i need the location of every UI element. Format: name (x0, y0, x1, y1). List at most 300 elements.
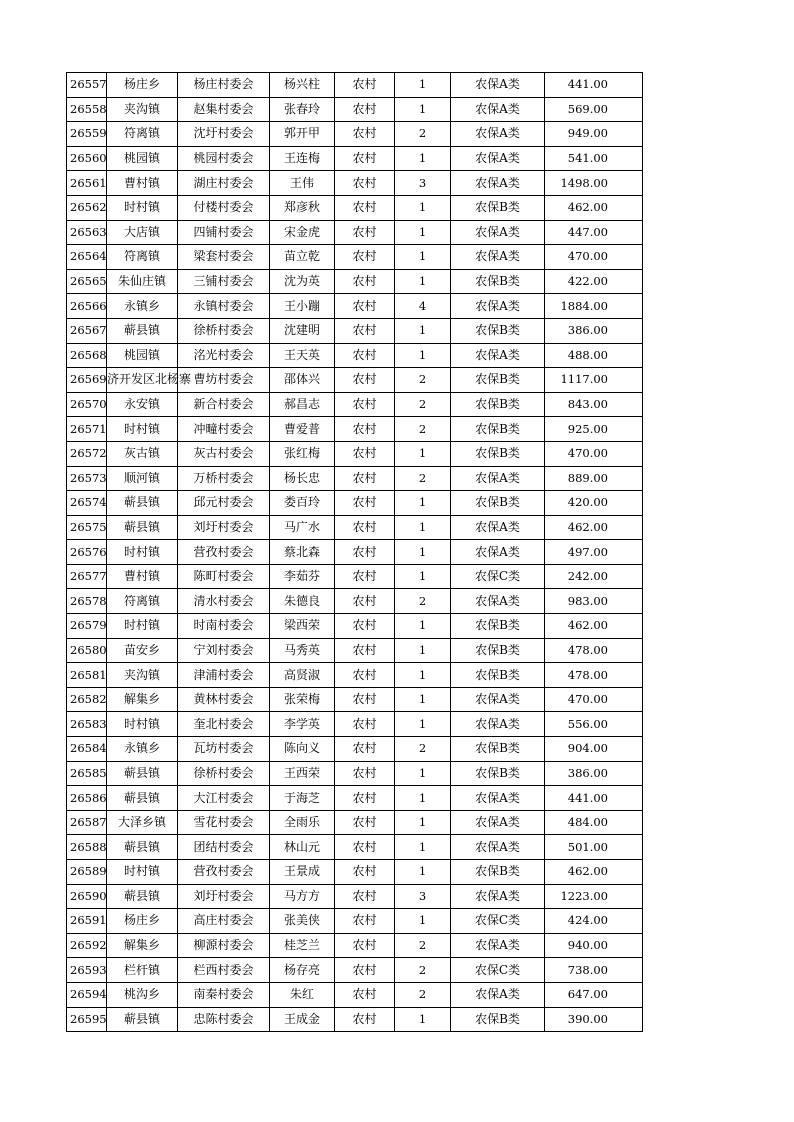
village-committee-cell: 三铺村委会 (178, 269, 270, 294)
record-id: 26587 (67, 810, 107, 835)
table-row (67, 269, 643, 294)
amount-cell: 462.00 (545, 860, 643, 885)
area-type-cell: 农村 (335, 220, 395, 245)
village-committee-cell: 柳源村委会 (178, 933, 270, 958)
village-committee-cell: 瓦坊村委会 (178, 737, 270, 762)
category-cell: 农保B类 (451, 269, 545, 294)
name-cell: 曹爱普 (270, 417, 335, 442)
village-committee-cell: 梁套村委会 (178, 245, 270, 270)
household-count-cell: 1 (395, 540, 451, 565)
category-cell: 农保A类 (451, 97, 545, 122)
village-committee-cell: 高庄村委会 (178, 909, 270, 934)
area-type-cell: 农村 (335, 786, 395, 811)
name-cell: 沈为英 (270, 269, 335, 294)
town-cell: 蕲县镇 (107, 761, 178, 786)
household-count-cell: 3 (395, 171, 451, 196)
area-type-cell: 农村 (335, 171, 395, 196)
category-cell: 农保A类 (451, 515, 545, 540)
record-id: 26565 (67, 269, 107, 294)
category-cell: 农保B类 (451, 663, 545, 688)
table-row (67, 638, 643, 663)
table-row (67, 663, 643, 688)
category-cell: 农保A类 (451, 122, 545, 147)
village-committee-cell: 冲疃村委会 (178, 417, 270, 442)
village-committee-cell: 湖庄村委会 (178, 171, 270, 196)
town-cell: 解集乡 (107, 933, 178, 958)
category-cell: 农保B类 (451, 368, 545, 393)
category-cell: 农保A类 (451, 687, 545, 712)
category-cell: 农保A类 (451, 146, 545, 171)
amount-cell: 390.00 (545, 1007, 643, 1032)
record-id: 26562 (67, 195, 107, 220)
town-cell: 夹沟镇 (107, 97, 178, 122)
name-cell: 陈向义 (270, 737, 335, 762)
town-cell: 蕲县镇 (107, 515, 178, 540)
name-cell: 娄百玲 (270, 491, 335, 516)
category-cell: 农保B类 (451, 737, 545, 762)
category-cell: 农保A类 (451, 245, 545, 270)
category-cell: 农保A类 (451, 884, 545, 909)
household-count-cell: 2 (395, 368, 451, 393)
town-cell: 栏杆镇 (107, 958, 178, 983)
amount-cell: 497.00 (545, 540, 643, 565)
village-committee-cell: 灰古村委会 (178, 441, 270, 466)
area-type-cell: 农村 (335, 368, 395, 393)
village-committee-cell: 永镇村委会 (178, 294, 270, 319)
amount-cell: 420.00 (545, 491, 643, 516)
area-type-cell: 农村 (335, 933, 395, 958)
household-count-cell: 1 (395, 73, 451, 98)
town-cell: 蕲县镇 (107, 491, 178, 516)
category-cell: 农保A类 (451, 982, 545, 1007)
village-committee-cell: 洺光村委会 (178, 343, 270, 368)
town-cell: 杨庄乡 (107, 73, 178, 98)
table-row (67, 392, 643, 417)
category-cell: 农保A类 (451, 171, 545, 196)
record-id: 26583 (67, 712, 107, 737)
town-cell: 永安镇 (107, 392, 178, 417)
town-cell: 苗安乡 (107, 638, 178, 663)
village-committee-cell: 赵集村委会 (178, 97, 270, 122)
name-cell: 沈建明 (270, 318, 335, 343)
amount-cell: 1498.00 (545, 171, 643, 196)
record-id: 26578 (67, 589, 107, 614)
town-cell: 顺河镇 (107, 466, 178, 491)
area-type-cell: 农村 (335, 146, 395, 171)
area-type-cell: 农村 (335, 909, 395, 934)
town-cell: 蕲县镇 (107, 318, 178, 343)
amount-cell: 1884.00 (545, 294, 643, 319)
village-committee-cell: 忠陈村委会 (178, 1007, 270, 1032)
table-row (67, 564, 643, 589)
amount-cell: 424.00 (545, 909, 643, 934)
area-type-cell: 农村 (335, 515, 395, 540)
village-committee-cell: 曹坊村委会 (178, 368, 270, 393)
town-cell: 朱仙庄镇 (107, 269, 178, 294)
record-id: 26568 (67, 343, 107, 368)
name-cell: 郭开甲 (270, 122, 335, 147)
table-row (67, 466, 643, 491)
town-cell: 蕲县镇 (107, 786, 178, 811)
village-committee-cell: 陈町村委会 (178, 564, 270, 589)
village-committee-cell: 宁刘村委会 (178, 638, 270, 663)
amount-cell: 478.00 (545, 663, 643, 688)
table-row (67, 835, 643, 860)
category-cell: 农保A类 (451, 712, 545, 737)
record-id: 26570 (67, 392, 107, 417)
household-count-cell: 1 (395, 761, 451, 786)
area-type-cell: 农村 (335, 245, 395, 270)
area-type-cell: 农村 (335, 638, 395, 663)
area-type-cell: 农村 (335, 318, 395, 343)
category-cell: 农保A类 (451, 810, 545, 835)
name-cell: 马秀英 (270, 638, 335, 663)
record-id: 26561 (67, 171, 107, 196)
town-cell: 济开发区北杨寨 (107, 368, 178, 393)
amount-cell: 940.00 (545, 933, 643, 958)
record-id: 26590 (67, 884, 107, 909)
town-cell: 大店镇 (107, 220, 178, 245)
household-count-cell: 1 (395, 810, 451, 835)
amount-cell: 386.00 (545, 318, 643, 343)
category-cell: 农保B类 (451, 318, 545, 343)
village-committee-cell: 沈圩村委会 (178, 122, 270, 147)
name-cell: 于海芝 (270, 786, 335, 811)
household-count-cell: 2 (395, 737, 451, 762)
area-type-cell: 农村 (335, 614, 395, 639)
category-cell: 农保B类 (451, 195, 545, 220)
record-id: 26593 (67, 958, 107, 983)
town-cell: 时村镇 (107, 195, 178, 220)
village-committee-cell: 徐桥村委会 (178, 761, 270, 786)
area-type-cell: 农村 (335, 810, 395, 835)
town-cell: 解集乡 (107, 687, 178, 712)
area-type-cell: 农村 (335, 417, 395, 442)
village-committee-cell: 奎北村委会 (178, 712, 270, 737)
name-cell: 张红梅 (270, 441, 335, 466)
amount-cell: 470.00 (545, 245, 643, 270)
record-id: 26582 (67, 687, 107, 712)
table-row (67, 933, 643, 958)
record-id: 26558 (67, 97, 107, 122)
area-type-cell: 农村 (335, 761, 395, 786)
village-committee-cell: 杨庄村委会 (178, 73, 270, 98)
table-row (67, 614, 643, 639)
area-type-cell: 农村 (335, 958, 395, 983)
record-id: 26584 (67, 737, 107, 762)
amount-cell: 843.00 (545, 392, 643, 417)
amount-cell: 904.00 (545, 737, 643, 762)
name-cell: 张春玲 (270, 97, 335, 122)
area-type-cell: 农村 (335, 860, 395, 885)
record-id: 26589 (67, 860, 107, 885)
household-count-cell: 1 (395, 195, 451, 220)
amount-cell: 470.00 (545, 441, 643, 466)
village-committee-cell: 邱元村委会 (178, 491, 270, 516)
name-cell: 王伟 (270, 171, 335, 196)
household-count-cell: 1 (395, 515, 451, 540)
amount-cell: 647.00 (545, 982, 643, 1007)
record-id: 26594 (67, 982, 107, 1007)
area-type-cell: 农村 (335, 540, 395, 565)
record-id: 26571 (67, 417, 107, 442)
table-row (67, 712, 643, 737)
table-row (67, 761, 643, 786)
amount-cell: 501.00 (545, 835, 643, 860)
town-cell: 桃沟乡 (107, 982, 178, 1007)
household-count-cell: 1 (395, 491, 451, 516)
record-id: 26557 (67, 73, 107, 98)
area-type-cell: 农村 (335, 884, 395, 909)
table-row (67, 171, 643, 196)
household-count-cell: 1 (395, 97, 451, 122)
town-cell: 桃园镇 (107, 146, 178, 171)
name-cell: 杨兴柱 (270, 73, 335, 98)
town-cell: 夹沟镇 (107, 663, 178, 688)
household-count-cell: 1 (395, 786, 451, 811)
area-type-cell: 农村 (335, 343, 395, 368)
name-cell: 王天英 (270, 343, 335, 368)
amount-cell: 242.00 (545, 564, 643, 589)
table-row (67, 958, 643, 983)
category-cell: 农保C类 (451, 564, 545, 589)
amount-cell: 422.00 (545, 269, 643, 294)
household-count-cell: 2 (395, 392, 451, 417)
table-row (67, 737, 643, 762)
household-count-cell: 2 (395, 122, 451, 147)
record-id: 26572 (67, 441, 107, 466)
area-type-cell: 农村 (335, 195, 395, 220)
village-committee-cell: 时南村委会 (178, 614, 270, 639)
area-type-cell: 农村 (335, 294, 395, 319)
record-id: 26579 (67, 614, 107, 639)
village-committee-cell: 徐桥村委会 (178, 318, 270, 343)
table-row (67, 515, 643, 540)
name-cell: 全雨乐 (270, 810, 335, 835)
area-type-cell: 农村 (335, 491, 395, 516)
amount-cell: 488.00 (545, 343, 643, 368)
category-cell: 农保B类 (451, 491, 545, 516)
table-row (67, 318, 643, 343)
household-count-cell: 1 (395, 860, 451, 885)
name-cell: 林山元 (270, 835, 335, 860)
category-cell: 农保A类 (451, 933, 545, 958)
town-cell: 蕲县镇 (107, 1007, 178, 1032)
amount-cell: 925.00 (545, 417, 643, 442)
amount-cell: 1223.00 (545, 884, 643, 909)
area-type-cell: 农村 (335, 712, 395, 737)
household-count-cell: 1 (395, 835, 451, 860)
table-row (67, 884, 643, 909)
household-count-cell: 1 (395, 441, 451, 466)
table-row (67, 1007, 643, 1032)
household-count-cell: 1 (395, 220, 451, 245)
name-cell: 梁西荣 (270, 614, 335, 639)
village-committee-cell: 万桥村委会 (178, 466, 270, 491)
category-cell: 农保A类 (451, 786, 545, 811)
name-cell: 杨长忠 (270, 466, 335, 491)
category-cell: 农保C类 (451, 958, 545, 983)
town-cell: 永镇乡 (107, 294, 178, 319)
table-row (67, 860, 643, 885)
name-cell: 桂芝兰 (270, 933, 335, 958)
area-type-cell: 农村 (335, 589, 395, 614)
village-committee-cell: 桃园村委会 (178, 146, 270, 171)
village-committee-cell: 营孜村委会 (178, 540, 270, 565)
name-cell: 宋金虎 (270, 220, 335, 245)
amount-cell: 983.00 (545, 589, 643, 614)
town-cell: 永镇乡 (107, 737, 178, 762)
village-committee-cell: 刘圩村委会 (178, 515, 270, 540)
record-id: 26580 (67, 638, 107, 663)
area-type-cell: 农村 (335, 392, 395, 417)
table-row (67, 122, 643, 147)
amount-cell: 462.00 (545, 195, 643, 220)
category-cell: 农保A类 (451, 466, 545, 491)
town-cell: 时村镇 (107, 614, 178, 639)
amount-cell: 470.00 (545, 687, 643, 712)
record-id: 26560 (67, 146, 107, 171)
household-count-cell: 1 (395, 146, 451, 171)
table-row (67, 909, 643, 934)
table-row (67, 417, 643, 442)
village-committee-cell: 团结村委会 (178, 835, 270, 860)
amount-cell: 484.00 (545, 810, 643, 835)
household-count-cell: 2 (395, 982, 451, 1007)
category-cell: 农保B类 (451, 638, 545, 663)
household-count-cell: 1 (395, 269, 451, 294)
record-id: 26575 (67, 515, 107, 540)
village-committee-cell: 黄林村委会 (178, 687, 270, 712)
name-cell: 朱红 (270, 982, 335, 1007)
household-count-cell: 1 (395, 614, 451, 639)
town-cell: 曹村镇 (107, 564, 178, 589)
village-committee-cell: 津浦村委会 (178, 663, 270, 688)
category-cell: 农保A类 (451, 343, 545, 368)
town-cell: 曹村镇 (107, 171, 178, 196)
table-row (67, 982, 643, 1007)
table-row (67, 245, 643, 270)
category-cell: 农保A类 (451, 294, 545, 319)
record-id: 26563 (67, 220, 107, 245)
area-type-cell: 农村 (335, 441, 395, 466)
record-id: 26569 (67, 368, 107, 393)
table-row (67, 146, 643, 171)
household-count-cell: 1 (395, 564, 451, 589)
record-id: 26581 (67, 663, 107, 688)
amount-cell: 441.00 (545, 786, 643, 811)
table-row (67, 97, 643, 122)
amount-cell: 556.00 (545, 712, 643, 737)
household-count-cell: 3 (395, 884, 451, 909)
village-committee-cell: 雪花村委会 (178, 810, 270, 835)
area-type-cell: 农村 (335, 122, 395, 147)
record-id: 26595 (67, 1007, 107, 1032)
household-count-cell: 2 (395, 958, 451, 983)
amount-cell: 386.00 (545, 761, 643, 786)
records-table (66, 72, 643, 1032)
table-row (67, 687, 643, 712)
area-type-cell: 农村 (335, 97, 395, 122)
village-committee-cell: 四铺村委会 (178, 220, 270, 245)
name-cell: 李学英 (270, 712, 335, 737)
table-row (67, 195, 643, 220)
village-committee-cell: 清水村委会 (178, 589, 270, 614)
name-cell: 朱德良 (270, 589, 335, 614)
table-body (67, 73, 643, 1032)
household-count-cell: 1 (395, 687, 451, 712)
village-committee-cell: 大江村委会 (178, 786, 270, 811)
name-cell: 王景成 (270, 860, 335, 885)
town-cell: 符离镇 (107, 589, 178, 614)
name-cell: 张美侠 (270, 909, 335, 934)
town-cell: 蕲县镇 (107, 835, 178, 860)
record-id: 26592 (67, 933, 107, 958)
name-cell: 张荣梅 (270, 687, 335, 712)
name-cell: 王成金 (270, 1007, 335, 1032)
name-cell: 马方方 (270, 884, 335, 909)
area-type-cell: 农村 (335, 835, 395, 860)
amount-cell: 441.00 (545, 73, 643, 98)
name-cell: 王连梅 (270, 146, 335, 171)
category-cell: 农保B类 (451, 614, 545, 639)
town-cell: 灰古镇 (107, 441, 178, 466)
record-id: 26585 (67, 761, 107, 786)
area-type-cell: 农村 (335, 982, 395, 1007)
category-cell: 农保B类 (451, 761, 545, 786)
name-cell: 郑彦秋 (270, 195, 335, 220)
amount-cell: 478.00 (545, 638, 643, 663)
category-cell: 农保A类 (451, 589, 545, 614)
village-committee-cell: 新合村委会 (178, 392, 270, 417)
household-count-cell: 1 (395, 663, 451, 688)
name-cell: 王西荣 (270, 761, 335, 786)
table-row (67, 589, 643, 614)
town-cell: 大泽乡镇 (107, 810, 178, 835)
town-cell: 蕲县镇 (107, 884, 178, 909)
town-cell: 杨庄乡 (107, 909, 178, 934)
amount-cell: 889.00 (545, 466, 643, 491)
table-row (67, 220, 643, 245)
area-type-cell: 农村 (335, 564, 395, 589)
household-count-cell: 1 (395, 638, 451, 663)
category-cell: 农保B类 (451, 441, 545, 466)
table-row (67, 810, 643, 835)
amount-cell: 569.00 (545, 97, 643, 122)
table-row (67, 441, 643, 466)
record-id: 26577 (67, 564, 107, 589)
name-cell: 李茹芬 (270, 564, 335, 589)
household-count-cell: 2 (395, 417, 451, 442)
household-count-cell: 1 (395, 1007, 451, 1032)
town-cell: 桃园镇 (107, 343, 178, 368)
name-cell: 马广水 (270, 515, 335, 540)
name-cell: 高贤淑 (270, 663, 335, 688)
record-id: 26591 (67, 909, 107, 934)
household-count-cell: 1 (395, 712, 451, 737)
area-type-cell: 农村 (335, 737, 395, 762)
town-cell: 时村镇 (107, 712, 178, 737)
village-committee-cell: 栏西村委会 (178, 958, 270, 983)
household-count-cell: 2 (395, 589, 451, 614)
table-row (67, 491, 643, 516)
household-count-cell: 1 (395, 245, 451, 270)
category-cell: 农保A类 (451, 220, 545, 245)
amount-cell: 1117.00 (545, 368, 643, 393)
name-cell: 杨存亮 (270, 958, 335, 983)
record-id: 26567 (67, 318, 107, 343)
record-id: 26588 (67, 835, 107, 860)
